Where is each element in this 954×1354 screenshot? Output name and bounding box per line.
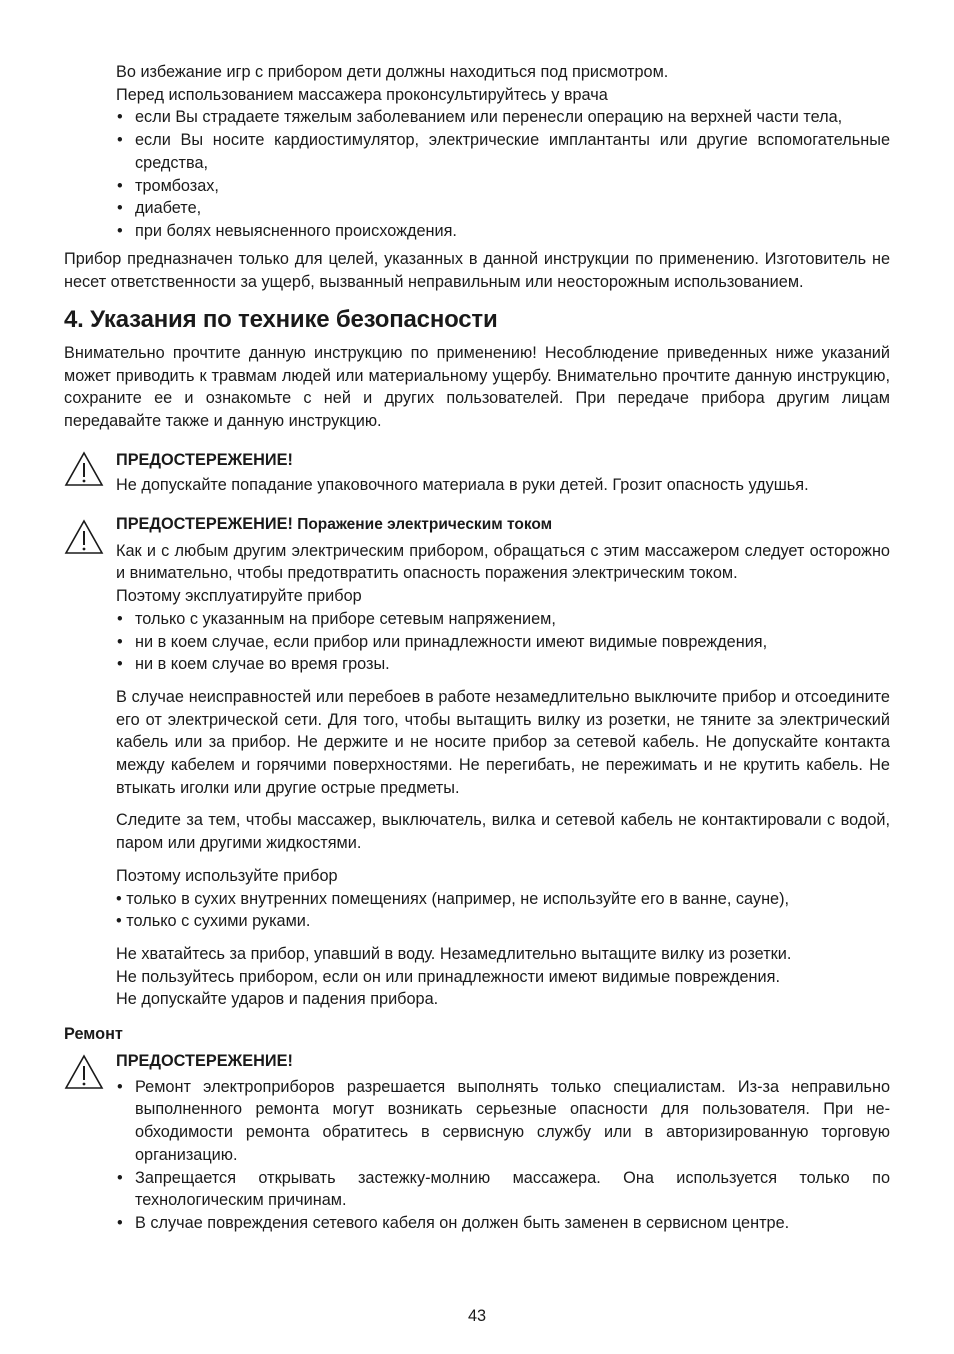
list-item: • ни в коем случае, если прибор или принадлежности имеют видимые повреждения, <box>116 631 890 654</box>
warning-heading-suffix: Поражение электрическим током <box>292 516 553 533</box>
warning-heading <box>116 513 890 537</box>
list-item: • Запрещается открывать застежку-молнию массажера. Она используется только по технологическим причинам. <box>116 1167 890 1212</box>
list-item: • только с сухими руками. <box>116 910 890 933</box>
warning-triangle-icon <box>64 1054 104 1090</box>
list-item: • ни в коем случае во время грозы. <box>116 653 890 676</box>
list-item: • диабете, <box>116 197 890 220</box>
warning-block-2 <box>116 513 890 1011</box>
list-item: • только в сухих внутренних помещениях (например, не используйте его в ванне, сауне), <box>116 888 890 911</box>
warning-paragraph: В случае неисправностей или перебоев в работе незамедлительно выключите прибор и отсоедините его от электрической сети. Для того, чтобы вытащить вилку из розетки, не тяните за электрический кабель или за прибор. Не держите и не носите прибор за сетевой кабель. Не допускайте контакта между кабелем и горячими поверхностями. Не перегибать, не пережимать и не крутить кабель. Не втыкать иголки или другие острые предметы. <box>116 687 890 797</box>
page-number: 43 <box>467 1307 487 1325</box>
warning-paragraph-line: Поэтому эксплуатируйте прибор <box>116 587 362 606</box>
warning-bullet-list-2 <box>116 888 890 933</box>
intro-line: Во избежание игр с прибором дети должны находиться под присмотром. <box>116 63 669 81</box>
warning-heading: ПРЕДОСТЕРЕЖЕНИЕ! <box>116 451 293 469</box>
warning-block-1 <box>116 449 890 496</box>
list-item: • только с указанным на приборе сетевым напряжением, <box>116 608 890 631</box>
warning-paragraph: Поэтому используйте прибор <box>116 866 338 885</box>
warning-heading-main: ПРЕДОСТЕРЕЖЕНИЕ! <box>116 515 293 533</box>
list-item: • Ремонт электроприборов разрешается выполнять только специалистам. Из-за неправильно выполненного ремонта могут возникать серьезные опасности для пользователя. При необходимости ремонта обратитесь в сервисную службу или в авторизированную торговую организацию. <box>116 1076 890 1167</box>
intro-line: Перед использованием массажера проконсультируйтесь у врача <box>116 85 608 104</box>
list-item: • тромбозах, <box>116 175 890 198</box>
warning-paragraph: Следите за тем, чтобы массажер, выключатель, вилка и сетевой кабель не контактировали с водой, паром или другими жидкостями. <box>116 811 890 853</box>
repair-bullet-list <box>116 1076 890 1235</box>
warning-line: Не хватайтесь за прибор, упавший в воду. Незамедлительно вытащите вилку из розетки. <box>116 944 792 963</box>
list-item: • при болях невыясненного происхождения. <box>116 220 890 243</box>
warning-paragraph: Как и с любым другим электрическим прибором, обращаться с этим массажером следует осторожно и внимательно, чтобы предотвратить опасность поражения электрическим током. <box>116 541 890 583</box>
repair-block <box>116 1050 890 1235</box>
list-item: • если Вы носите кардиостимулятор, электрические имплантанты или другие вспомогательные средства, <box>116 129 890 174</box>
warning-text: Не допускайте попадание упаковочного материала в руки детей. Грозит опасность удушья. <box>116 475 809 494</box>
section-intro-paragraph: Внимательно прочтите данную инструкцию по применению! Несоблюдение приведенных ниже указаний может приводить к травмам людей или материальному ущербу. Внимательно прочтите данную инструкцию, сохраните ее и ознакомьте с ней и других пользователей. При передаче прибора другим лицам передавайте также и данную инструкцию. <box>64 344 890 431</box>
warning-line: Не допускайте ударов и падения прибора. <box>116 990 439 1009</box>
intro-bullet-list <box>116 106 890 242</box>
warning-bullet-list <box>116 608 890 676</box>
warning-heading: ПРЕДОСТЕРЕЖЕНИЕ! <box>116 1052 293 1070</box>
repair-subheading: Ремонт <box>64 1025 123 1043</box>
warning-closing <box>116 943 890 1011</box>
purpose-paragraph: Прибор предназначен только для целей, указанных в данной инструкции по применению. Изготовитель не несет ответственности за ущерб, вызванный неправильным или неосторожным использованием. <box>64 250 890 291</box>
list-item: • В случае повреждения сетевого кабеля он должен быть заменен в сервисном центре. <box>116 1212 890 1235</box>
section-heading: 4. Указания по технике безопасности <box>64 306 498 333</box>
list-item: • если Вы страдаете тяжелым заболеванием или перенесли операцию на верхней части тела, <box>116 106 890 129</box>
intro-block <box>116 61 890 243</box>
warning-triangle-icon <box>64 451 104 487</box>
warning-triangle-icon <box>64 519 104 555</box>
warning-line: Не пользуйтесь прибором, если он или принадлежности имеют видимые повреждения. <box>116 967 780 986</box>
